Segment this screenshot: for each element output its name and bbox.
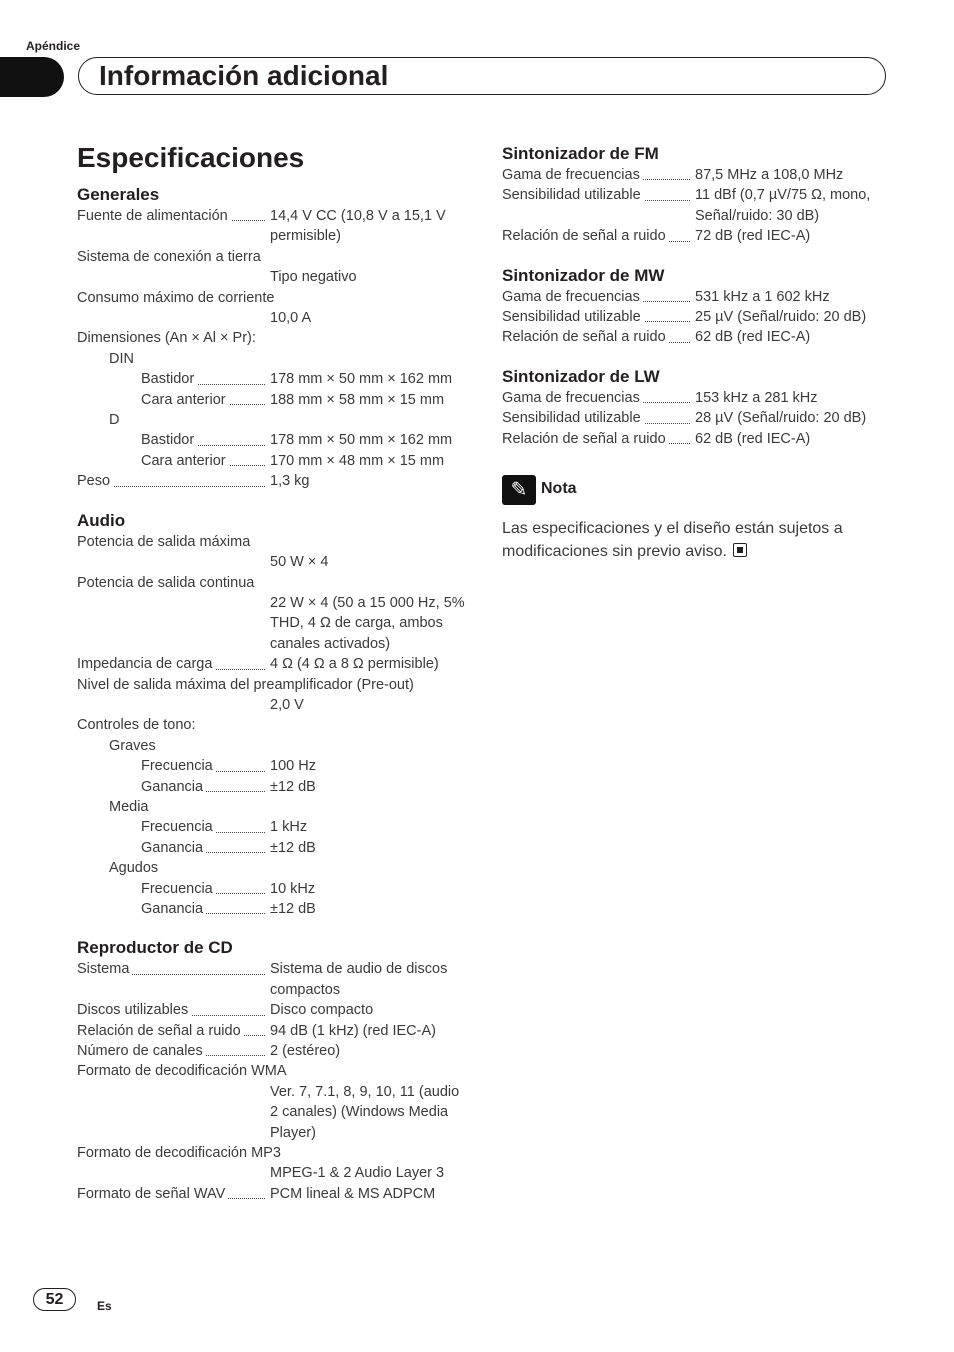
spec-label-text: Gama de frecuencias bbox=[502, 289, 643, 305]
spec-row bbox=[77, 206, 472, 247]
section-heading: Sintonizador de LW bbox=[502, 366, 660, 386]
spec-label bbox=[141, 817, 267, 837]
spec-label: DIN bbox=[109, 350, 134, 367]
spec-value: 62 dB (red IEC-A) bbox=[695, 430, 811, 447]
spec-label: Controles de tono: bbox=[77, 717, 196, 734]
spec-label bbox=[141, 451, 267, 471]
spec-row bbox=[77, 308, 472, 328]
spec-value: 14,4 V CC (10,8 V a 15,1 V permisible) bbox=[270, 208, 446, 245]
page-number: 52 bbox=[33, 1288, 76, 1311]
spec-label bbox=[77, 1041, 267, 1061]
spec-row bbox=[77, 797, 472, 817]
spec-value: PCM lineal & MS ADPCM bbox=[270, 1185, 436, 1202]
spec-label bbox=[502, 287, 692, 307]
spec-label bbox=[141, 430, 267, 450]
spec-value: 170 mm × 48 mm × 15 mm bbox=[270, 452, 445, 469]
note-text: Las especificaciones y el diseño están sujetos a modificaciones sin previo aviso. bbox=[502, 520, 843, 561]
spec-value: 10 kHz bbox=[270, 880, 316, 897]
spec-value: ±12 dB bbox=[270, 839, 316, 856]
spec-row bbox=[502, 429, 892, 449]
spec-row bbox=[77, 349, 472, 369]
spec-row bbox=[77, 328, 472, 348]
spec-label bbox=[77, 1000, 267, 1020]
spec-label: D bbox=[109, 412, 120, 429]
spec-label: Dimensiones (An × Al × Pr): bbox=[77, 330, 256, 347]
spec-row bbox=[77, 695, 472, 715]
spec-label: Potencia de salida máxima bbox=[77, 533, 251, 550]
spec-value: 28 µV (Señal/ruido: 20 dB) bbox=[695, 410, 867, 427]
spec-value: 2 (estéreo) bbox=[270, 1043, 341, 1060]
spec-value: 2,0 V bbox=[270, 696, 304, 713]
note-heading bbox=[502, 475, 892, 509]
spec-value: 188 mm × 58 mm × 15 mm bbox=[270, 391, 445, 408]
spec-label-text: Ganancia bbox=[141, 840, 206, 856]
spec-value: 100 Hz bbox=[270, 758, 316, 775]
spec-value: Disco compacto bbox=[270, 1002, 374, 1019]
spec-label bbox=[77, 206, 267, 226]
section-heading: Reproductor de CD bbox=[77, 938, 233, 958]
spec-label-text: Frecuencia bbox=[141, 758, 216, 774]
note-title: Nota bbox=[541, 480, 577, 498]
spec-row bbox=[77, 675, 472, 695]
spec-label bbox=[141, 777, 267, 797]
spec-label-text: Ganancia bbox=[141, 901, 206, 917]
spec-label-text: Ganancia bbox=[141, 779, 206, 795]
spec-row bbox=[77, 430, 472, 450]
spec-value: 72 dB (red IEC-A) bbox=[695, 228, 811, 245]
spec-value: Ver. 7, 7.1, 8, 9, 10, 11 (audio 2 canales) (Windows Media Player) bbox=[270, 1083, 460, 1141]
spec-label bbox=[141, 838, 267, 858]
spec-row bbox=[502, 408, 892, 428]
spec-row bbox=[77, 1184, 472, 1204]
spec-row bbox=[77, 715, 472, 735]
section-heading: Sintonizador de MW bbox=[502, 265, 665, 285]
spec-section bbox=[77, 510, 472, 920]
section-tab-marker bbox=[0, 57, 64, 97]
spec-row bbox=[77, 858, 472, 878]
spec-row bbox=[77, 369, 472, 389]
language-code: Es bbox=[97, 1299, 112, 1313]
spec-label-text: Cara anterior bbox=[141, 392, 229, 408]
spec-label bbox=[141, 756, 267, 776]
right-column bbox=[502, 143, 892, 563]
spec-label bbox=[141, 369, 267, 389]
spec-value: 4 Ω (4 Ω a 8 Ω permisible) bbox=[270, 656, 439, 673]
spec-label bbox=[502, 165, 692, 185]
spec-row bbox=[502, 185, 892, 226]
spec-row bbox=[77, 817, 472, 837]
spec-value: 1,3 kg bbox=[270, 473, 310, 490]
note-body bbox=[502, 517, 887, 563]
spec-row bbox=[77, 247, 472, 267]
spec-row bbox=[77, 1041, 472, 1061]
end-mark-icon bbox=[733, 543, 747, 557]
spec-row bbox=[502, 327, 892, 347]
spec-section bbox=[502, 265, 892, 348]
spec-label bbox=[77, 959, 267, 979]
spec-label bbox=[141, 899, 267, 919]
spec-label-text: Sensibilidad utilizable bbox=[502, 187, 644, 203]
spec-value: Sistema de audio de discos compactos bbox=[270, 961, 448, 998]
spec-value: 22 W × 4 (50 a 15 000 Hz, 5% THD, 4 Ω de carga, ambos canales activados) bbox=[270, 594, 465, 652]
spec-row bbox=[502, 287, 892, 307]
spec-value: 531 kHz a 1 602 kHz bbox=[695, 288, 830, 305]
spec-row bbox=[77, 267, 472, 287]
spec-label-text: Relación de señal a ruido bbox=[502, 431, 669, 447]
spec-section bbox=[502, 366, 892, 449]
spec-value: 11 dBf (0,7 µV/75 Ω, mono, Señal/ruido: 30 dB) bbox=[695, 187, 871, 224]
appendix-label: Apéndice bbox=[26, 39, 81, 53]
spec-label-text: Peso bbox=[77, 473, 113, 489]
spec-label: Consumo máximo de corriente bbox=[77, 289, 275, 306]
spec-label-text: Gama de frecuencias bbox=[502, 167, 643, 183]
spec-label-text: Frecuencia bbox=[141, 881, 216, 897]
spec-value: 50 W × 4 bbox=[270, 554, 329, 571]
spec-row bbox=[502, 226, 892, 246]
spec-row bbox=[77, 552, 472, 572]
spec-row bbox=[502, 165, 892, 185]
spec-row bbox=[77, 654, 472, 674]
spec-row bbox=[77, 838, 472, 858]
spec-label bbox=[502, 429, 692, 449]
spec-label bbox=[77, 654, 267, 674]
section-heading: Audio bbox=[77, 510, 126, 530]
spec-label-text: Relación de señal a ruido bbox=[502, 228, 669, 244]
spec-label-text: Bastidor bbox=[141, 371, 197, 387]
spec-row bbox=[77, 593, 472, 654]
spec-label-text: Impedancia de carga bbox=[77, 656, 215, 672]
spec-label bbox=[502, 327, 692, 347]
spec-label-text: Relación de señal a ruido bbox=[77, 1023, 244, 1039]
spec-label: Agudos bbox=[109, 860, 159, 877]
spec-row bbox=[77, 1061, 472, 1081]
spec-label-text: Formato de señal WAV bbox=[77, 1186, 228, 1202]
spec-label-text: Bastidor bbox=[141, 432, 197, 448]
spec-row bbox=[77, 471, 472, 491]
section-heading: Generales bbox=[77, 185, 160, 204]
spec-row bbox=[77, 756, 472, 776]
spec-label bbox=[77, 1021, 267, 1041]
spec-value: 10,0 A bbox=[270, 310, 312, 327]
spec-label-text: Sensibilidad utilizable bbox=[502, 309, 644, 325]
spec-label bbox=[502, 185, 692, 205]
spec-value: ±12 dB bbox=[270, 778, 316, 795]
spec-value: MPEG-1 & 2 Audio Layer 3 bbox=[270, 1165, 445, 1182]
spec-label: Media bbox=[109, 798, 149, 815]
spec-label-text: Sensibilidad utilizable bbox=[502, 410, 644, 426]
spec-label-text: Sistema bbox=[77, 961, 132, 977]
spec-section bbox=[77, 937, 472, 1204]
spec-label-text: Discos utilizables bbox=[77, 1002, 191, 1018]
spec-value: ±12 dB bbox=[270, 901, 316, 917]
spec-label bbox=[141, 879, 267, 899]
spec-label-text: Cara anterior bbox=[141, 453, 229, 469]
spec-row bbox=[502, 388, 892, 408]
left-column bbox=[77, 184, 472, 1204]
spec-section bbox=[502, 143, 892, 247]
spec-label bbox=[502, 307, 692, 327]
spec-value: 25 µV (Señal/ruido: 20 dB) bbox=[695, 309, 867, 326]
spec-row bbox=[77, 1082, 472, 1143]
spec-label bbox=[502, 226, 692, 246]
spec-label bbox=[77, 471, 267, 491]
spec-row bbox=[77, 390, 472, 410]
spec-label bbox=[77, 1184, 267, 1204]
spec-row bbox=[77, 879, 472, 899]
spec-value: Tipo negativo bbox=[270, 269, 357, 286]
spec-row bbox=[77, 573, 472, 593]
spec-row bbox=[77, 1021, 472, 1041]
spec-label bbox=[141, 390, 267, 410]
page-title: Especificaciones bbox=[77, 142, 305, 173]
spec-value: 87,5 MHz a 108,0 MHz bbox=[695, 167, 844, 183]
spec-row bbox=[77, 899, 472, 919]
spec-row bbox=[77, 451, 472, 471]
spec-row bbox=[77, 1163, 472, 1183]
spec-value: 94 dB (1 kHz) (red IEC-A) bbox=[270, 1022, 436, 1039]
spec-row bbox=[77, 959, 472, 1000]
spec-label: Potencia de salida continua bbox=[77, 574, 255, 591]
spec-row bbox=[77, 1000, 472, 1020]
spec-label-text: Fuente de alimentación bbox=[77, 208, 231, 224]
section-heading: Sintonizador de FM bbox=[502, 144, 659, 163]
spec-label bbox=[502, 408, 692, 428]
spec-value: 178 mm × 50 mm × 162 mm bbox=[270, 432, 453, 449]
spec-label bbox=[502, 388, 692, 408]
spec-label-text: Número de canales bbox=[77, 1043, 206, 1059]
spec-value: 1 kHz bbox=[270, 819, 308, 836]
spec-row bbox=[77, 410, 472, 430]
spec-section bbox=[77, 184, 472, 492]
spec-label-text: Frecuencia bbox=[141, 819, 216, 835]
section-title: Información adicional bbox=[99, 60, 389, 91]
spec-row bbox=[77, 288, 472, 308]
spec-label-text: Gama de frecuencias bbox=[502, 390, 643, 406]
spec-row bbox=[77, 532, 472, 552]
spec-row bbox=[77, 736, 472, 756]
spec-value: 62 dB (red IEC-A) bbox=[695, 329, 811, 346]
spec-label: Formato de decodificación MP3 bbox=[77, 1145, 281, 1162]
spec-label: Nivel de salida máxima del preamplificador (Pre-out) bbox=[77, 676, 414, 693]
spec-label: Sistema de conexión a tierra bbox=[77, 248, 261, 265]
section-header bbox=[78, 57, 886, 95]
spec-label-text: Relación de señal a ruido bbox=[502, 329, 669, 345]
pencil-note-icon: ✎ bbox=[502, 475, 536, 505]
spec-row bbox=[502, 307, 892, 327]
spec-row bbox=[77, 1143, 472, 1163]
spec-row bbox=[77, 777, 472, 797]
spec-label: Formato de decodificación WMA bbox=[77, 1063, 287, 1080]
spec-value: 153 kHz a 281 kHz bbox=[695, 389, 818, 406]
spec-label: Graves bbox=[109, 737, 156, 754]
spec-value: 178 mm × 50 mm × 162 mm bbox=[270, 371, 453, 388]
